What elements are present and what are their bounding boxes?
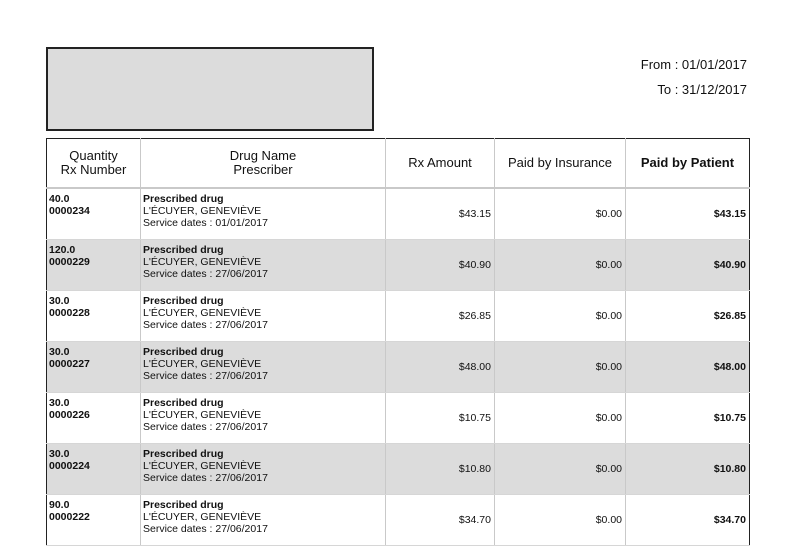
table-row (47, 393, 750, 444)
prescriber: L'ÉCUYER, GENEVIÈVE (143, 511, 262, 523)
prescriber: L'ÉCUYER, GENEVIÈVE (143, 460, 262, 472)
quantity: 30.0 (49, 295, 70, 307)
table-row (47, 240, 750, 291)
paid-by-patient: $10.75 (626, 393, 750, 444)
drug-name: Prescribed drug (143, 499, 224, 511)
prescriber: L'ÉCUYER, GENEVIÈVE (143, 256, 262, 268)
prescriber: L'ÉCUYER, GENEVIÈVE (143, 307, 262, 319)
paid-by-insurance: $0.00 (495, 393, 626, 444)
quantity-rx-cell (47, 495, 141, 546)
quantity-rx-cell (47, 188, 141, 240)
rx-amount: $10.75 (386, 393, 495, 444)
header-rx-number: Rx Number (60, 162, 127, 177)
header-rx-amount: Rx Amount (386, 139, 495, 189)
rx-number: 0000224 (49, 460, 90, 472)
drug-cell (141, 495, 386, 546)
drug-name: Prescribed drug (143, 448, 224, 460)
prescription-table (46, 138, 750, 546)
header-drug-prescriber (141, 139, 386, 189)
drug-name: Prescribed drug (143, 193, 224, 205)
quantity-rx-cell (47, 444, 141, 495)
drug-cell (141, 342, 386, 393)
quantity: 30.0 (49, 397, 70, 409)
drug-cell (141, 393, 386, 444)
paid-by-insurance: $0.00 (495, 444, 626, 495)
drug-cell (141, 188, 386, 240)
quantity-rx-cell (47, 342, 141, 393)
rx-amount: $26.85 (386, 291, 495, 342)
table-row (47, 342, 750, 393)
drug-cell (141, 444, 386, 495)
drug-name: Prescribed drug (143, 295, 224, 307)
drug-cell (141, 240, 386, 291)
rx-number: 0000229 (49, 256, 90, 268)
paid-by-patient: $43.15 (626, 188, 750, 240)
header-paid-by-insurance: Paid by Insurance (495, 139, 626, 189)
table-row (47, 188, 750, 240)
paid-by-patient: $26.85 (626, 291, 750, 342)
rx-number: 0000234 (49, 205, 90, 217)
prescriber: L'ÉCUYER, GENEVIÈVE (143, 409, 262, 421)
date-from: From : 01/01/2017 (640, 57, 747, 72)
prescriber: L'ÉCUYER, GENEVIÈVE (143, 205, 262, 217)
prescriber: L'ÉCUYER, GENEVIÈVE (143, 358, 262, 370)
date-range (641, 52, 747, 102)
table-row (47, 495, 750, 546)
service-dates: Service dates : 27/06/2017 (143, 370, 268, 382)
service-dates: Service dates : 27/06/2017 (143, 319, 268, 331)
quantity-rx-cell (47, 393, 141, 444)
rx-amount: $34.70 (386, 495, 495, 546)
quantity: 30.0 (49, 346, 70, 358)
service-dates: Service dates : 27/06/2017 (143, 268, 268, 280)
paid-by-insurance: $0.00 (495, 188, 626, 240)
table-row (47, 444, 750, 495)
paid-by-patient: $40.90 (626, 240, 750, 291)
service-dates: Service dates : 01/01/2017 (143, 217, 268, 229)
paid-by-insurance: $0.00 (495, 495, 626, 546)
header-quantity-rx (47, 139, 141, 189)
rx-number: 0000222 (49, 511, 90, 523)
service-dates: Service dates : 27/06/2017 (143, 472, 268, 484)
rx-amount: $40.90 (386, 240, 495, 291)
table-header-row (47, 139, 750, 189)
header-quantity: Quantity (69, 148, 118, 163)
paid-by-insurance: $0.00 (495, 240, 626, 291)
header-drug-name: Drug Name (229, 148, 297, 163)
drug-cell (141, 291, 386, 342)
drug-name: Prescribed drug (143, 397, 224, 409)
paid-by-patient: $10.80 (626, 444, 750, 495)
drug-name: Prescribed drug (143, 244, 224, 256)
service-dates: Service dates : 27/06/2017 (143, 523, 268, 535)
service-dates: Service dates : 27/06/2017 (143, 421, 268, 433)
quantity: 90.0 (49, 499, 70, 511)
quantity-rx-cell (47, 240, 141, 291)
paid-by-insurance: $0.00 (495, 291, 626, 342)
rx-amount: $43.15 (386, 188, 495, 240)
header-paid-by-patient: Paid by Patient (626, 139, 750, 189)
quantity: 120.0 (49, 244, 76, 256)
header-prescriber: Prescriber (233, 162, 293, 177)
rx-amount: $10.80 (386, 444, 495, 495)
paid-by-patient: $48.00 (626, 342, 750, 393)
rx-number: 0000227 (49, 358, 90, 370)
quantity: 40.0 (49, 193, 70, 205)
rx-amount: $48.00 (386, 342, 495, 393)
redacted-block (46, 47, 374, 131)
quantity-rx-cell (47, 291, 141, 342)
paid-by-patient: $34.70 (626, 495, 750, 546)
table-row (47, 291, 750, 342)
quantity: 30.0 (49, 448, 70, 460)
rx-number: 0000228 (49, 307, 90, 319)
rx-number: 0000226 (49, 409, 90, 421)
paid-by-insurance: $0.00 (495, 342, 626, 393)
date-to: To : 31/12/2017 (657, 82, 747, 97)
drug-name: Prescribed drug (143, 346, 224, 358)
